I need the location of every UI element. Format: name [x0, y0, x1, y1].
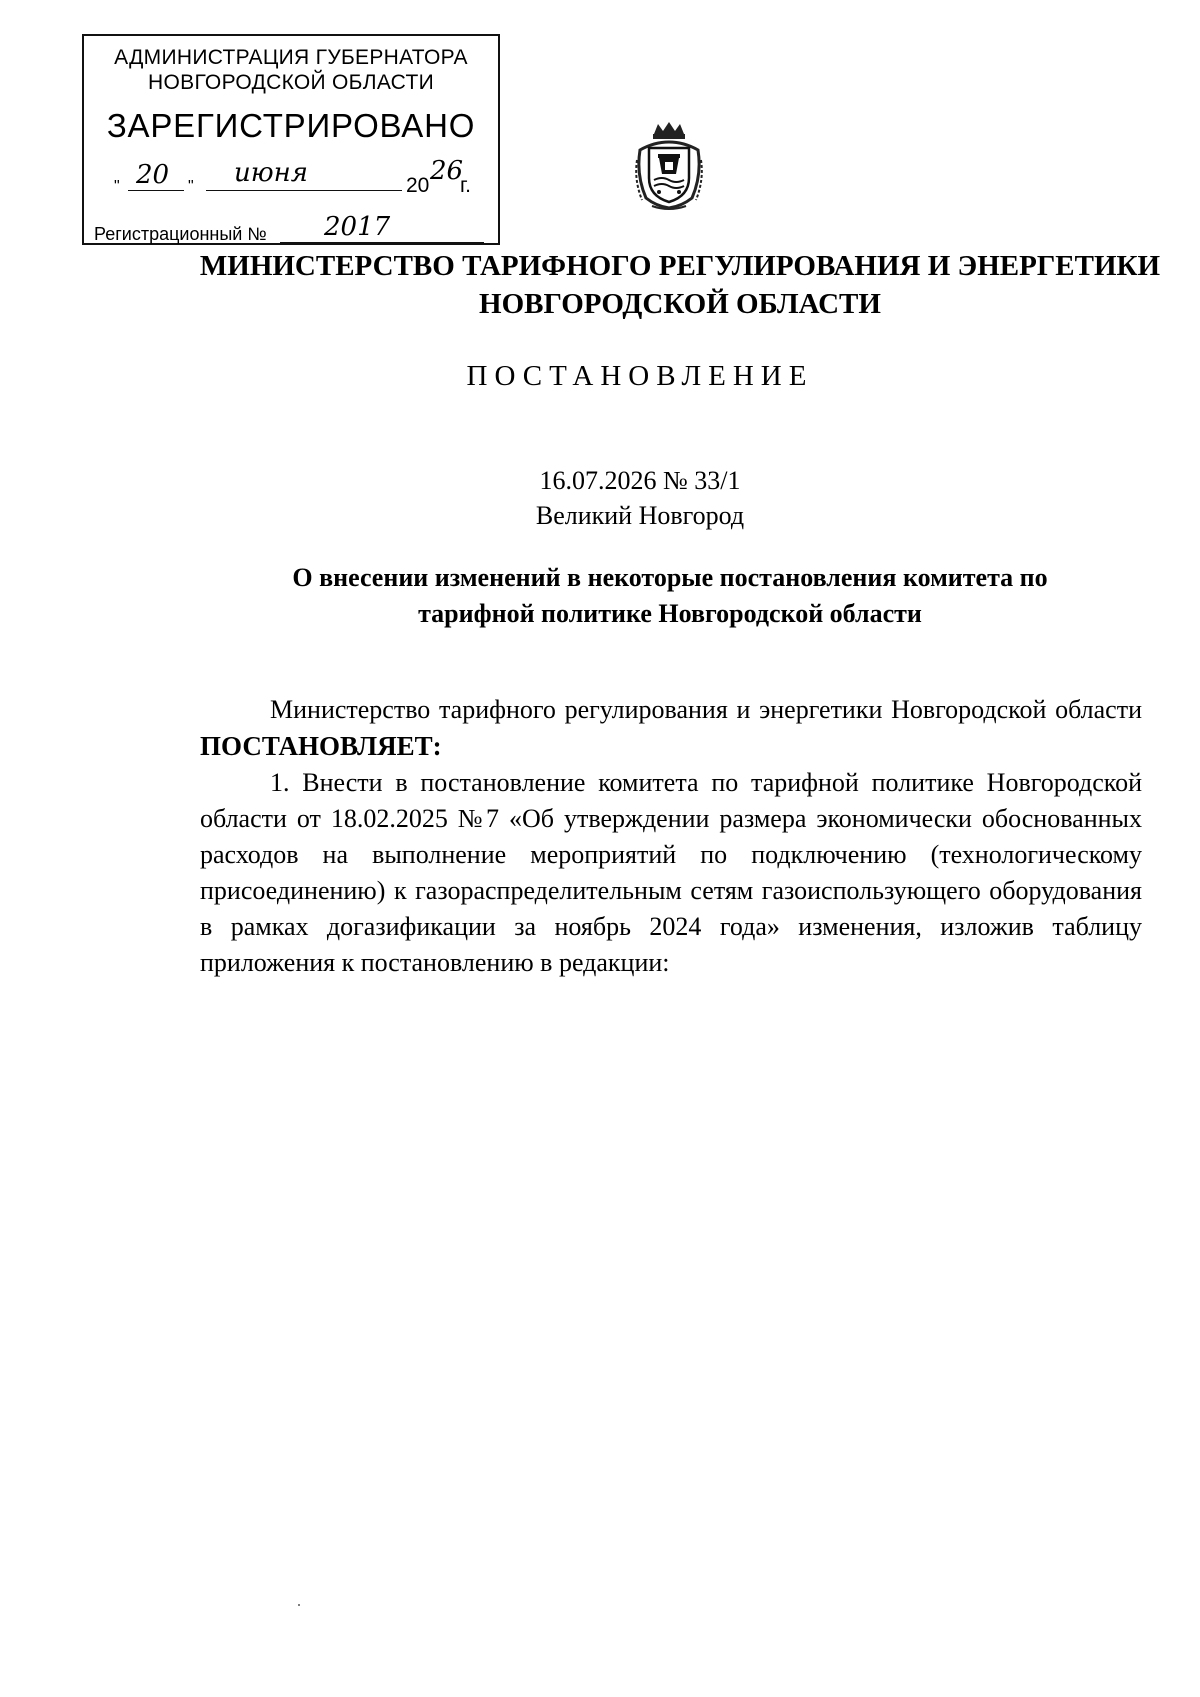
stamp-month: июня [234, 158, 308, 188]
stamp-number-label: Регистрационный № [94, 224, 267, 244]
stamp-year-mark: г. [460, 174, 471, 197]
coat-of-arms-icon [632, 120, 706, 212]
body-intro: Министерство тарифного регулирования и энергетики Новгородской области [270, 695, 1142, 724]
stamp-month-underline [206, 190, 402, 191]
stamp-date-row [114, 156, 484, 200]
quote-mark-close: " [188, 178, 194, 195]
quote-mark-open: " [114, 178, 120, 195]
stamp-year-prefix: 20 [406, 174, 430, 197]
ministry-heading-line2: НОВГОРОДСКОЙ ОБЛАСТИ [479, 288, 881, 320]
stamp-number-value: 2017 [324, 212, 391, 242]
stamp-registered-label: ЗАРЕГИСТРИРОВАНО [106, 107, 476, 144]
stamp-number-underline [280, 242, 484, 243]
ministry-heading [0, 247, 1200, 323]
document-date-number: 16.07.2026 № 33/1 [539, 466, 741, 495]
stamp-number-row [94, 212, 494, 246]
stamp-year-suffix: 26 [430, 156, 464, 186]
body-intro-paragraph [200, 692, 1142, 765]
stamp-day: 20 [136, 160, 170, 190]
stamp-authority-line1: АДМИНИСТРАЦИЯ ГУБЕРНАТОРА [114, 46, 468, 69]
registration-stamp [82, 34, 500, 245]
document-body [200, 692, 1142, 981]
document-subject-line2: тарифной политике Новгородской области [418, 599, 922, 628]
stamp-day-underline [128, 190, 184, 191]
ministry-heading-line1: МИНИСТЕРСТВО ТАРИФНОГО РЕГУЛИРОВАНИЯ И ЭНЕРГЕТИКИ [199, 250, 1161, 282]
document-type: ПОСТАНОВЛЕНИЕ [466, 360, 814, 392]
document-city: Великий Новгород [535, 501, 745, 530]
document-subject-line1: О внесении изменений в некоторые постановления комитета по [292, 563, 1048, 592]
stamp-authority-line2: НОВГОРОДСКОЙ ОБЛАСТИ [148, 71, 434, 94]
body-item-1: 1. Внести в постановление комитета по тарифной политике Новгородской области от 18.02.2025 №7 «Об утверждении размера экономически обоснованных расходов на выполнение мероприятий по подключению (технологическому присоединению) к газораспределительным сетям газоиспользующего оборудования в рамках догазификации за ноябрь 2024 года» изменения, изложив таблицу приложения к постановлению в редакции: [200, 768, 1142, 977]
scan-speck [298, 1604, 300, 1606]
decree-word: ПОСТАНОВЛЯЕТ: [200, 731, 442, 761]
document-subject [200, 560, 1140, 632]
